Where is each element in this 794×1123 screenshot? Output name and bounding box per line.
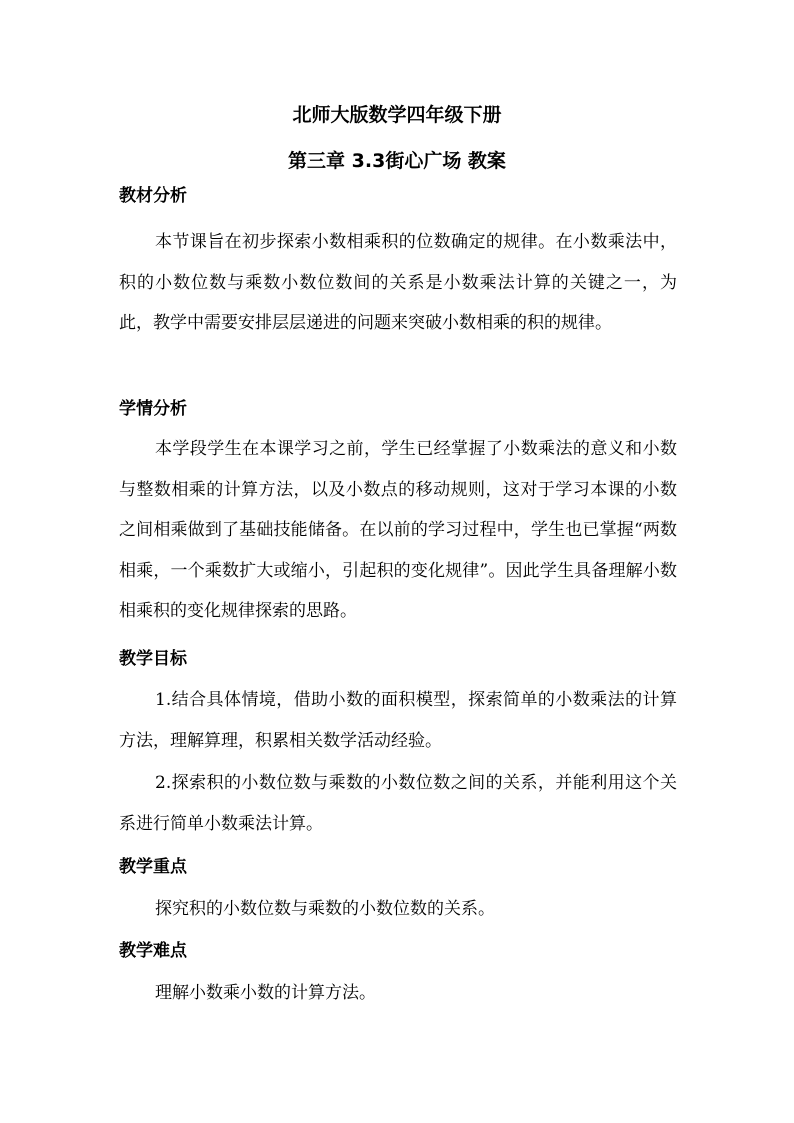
document-title: 北师大版数学四年级下册 (292, 104, 502, 126)
heading-student-analysis: 学情分析 (119, 399, 187, 419)
paragraph-goal-1: 1.结合具体情境，借助小数的面积模型，探索简单的小数乘法的计算方法，理解算理，积累相关数学活动经验。 (119, 690, 677, 751)
heading-teaching-goals: 教学目标 (119, 649, 187, 669)
paragraph-key-points: 探究积的小数位数与乘数的小数位数的关系。 (155, 899, 495, 919)
heading-key-points: 教学重点 (119, 857, 187, 877)
paragraph-goal-2: 2.探索积的小数位数与乘数的小数位数之间的关系，并能利用这个关系进行简单小数乘法计算。 (119, 773, 677, 834)
document-subtitle: 第三章 3.3街心广场 教案 (288, 150, 506, 172)
heading-difficulties: 教学难点 (119, 941, 187, 961)
paragraph-difficulties: 理解小数乘小数的计算方法。 (155, 983, 376, 1003)
paragraph-student-analysis: 本学段学生在本课学习之前，学生已经掌握了小数乘法的意义和小数与整数相乘的计算方法，以及小数点的移动规则，这对于学习本课的小数之间相乘做到了基础技能储备。在以前的学习过程中，学生也已掌握“两数相乘，一个乘数扩大或缩小，引起积的变化规律”。因此学生具备理解小数相乘积的变化规律探索的思路。 (119, 439, 677, 621)
paragraph-textbook-analysis: 本节课旨在初步探索小数相乘积的位数确定的规律。在小数乘法中，积的小数位数与乘数小数位数间的关系是小数乘法计算的关键之一，为此，教学中需要安排层层递进的问题来突破小数相乘的积的规律。 (119, 232, 677, 333)
heading-textbook-analysis: 教材分析 (119, 186, 187, 206)
